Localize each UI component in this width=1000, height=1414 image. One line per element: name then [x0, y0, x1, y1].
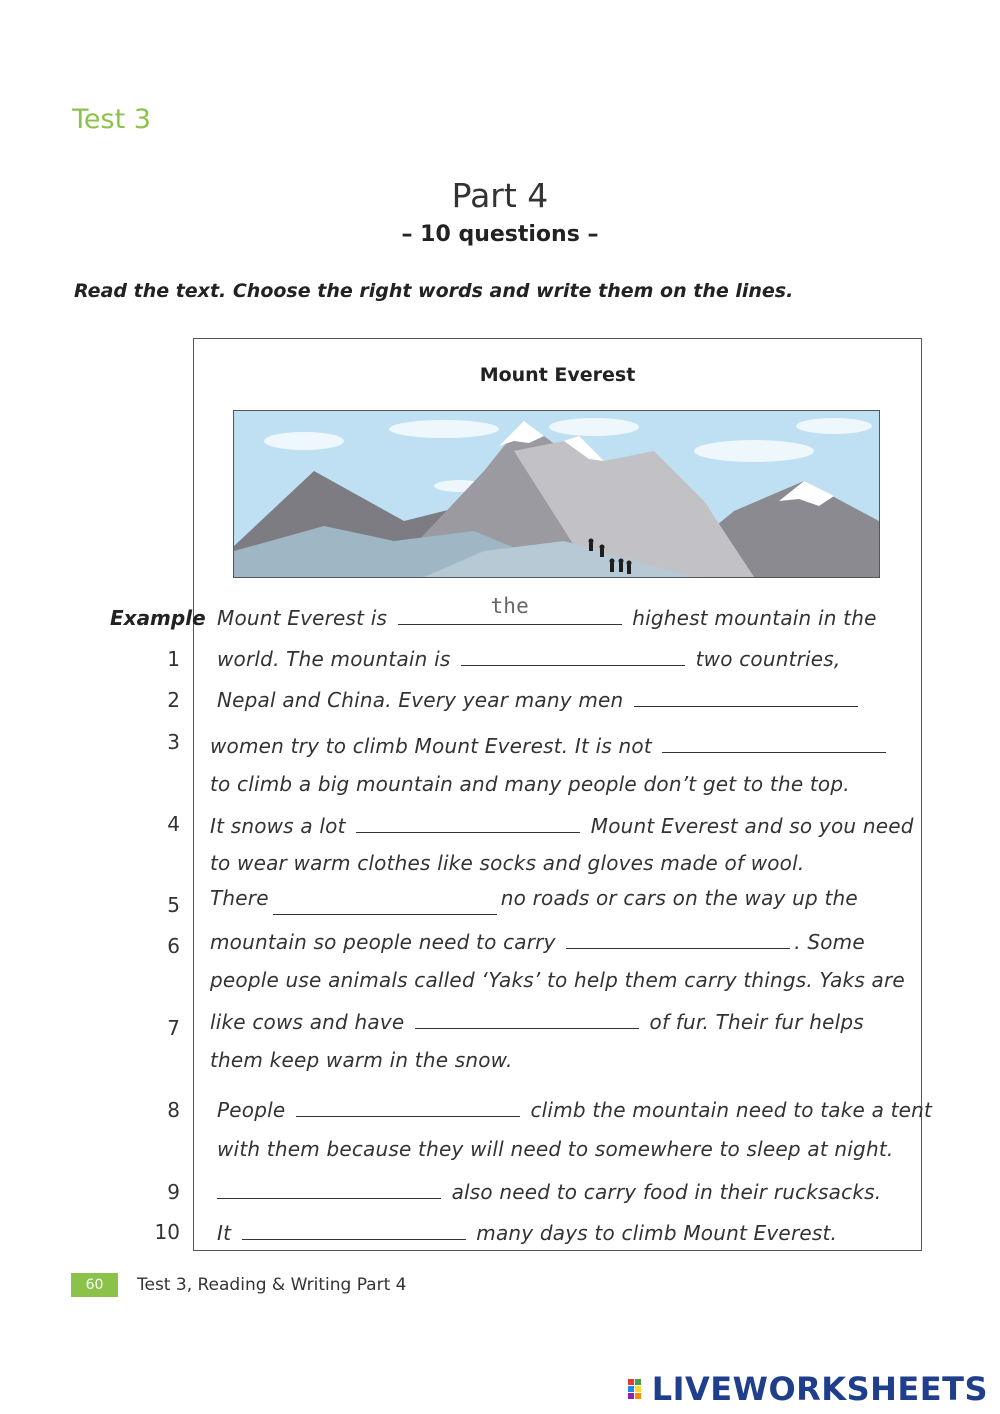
example-answer: the	[490, 594, 529, 618]
question-line-7: like cows and have of fur. Their fur helps	[210, 1010, 864, 1034]
answer-field-3[interactable]	[662, 732, 886, 753]
answer-field-9[interactable]	[217, 1178, 441, 1199]
text-line-6-cont: people use animals called ‘Yaks’ to help them carry things. Yaks are	[210, 968, 905, 992]
answer-field-8[interactable]	[296, 1096, 520, 1117]
part-title: Part 4	[451, 176, 549, 215]
question-number-4: 4	[167, 812, 180, 836]
question-number-9: 9	[167, 1180, 180, 1204]
answer-field-5[interactable]	[273, 894, 497, 915]
text-line-4-cont: to wear warm clothes like socks and gloves made of wool.	[210, 851, 805, 875]
question-line-5: There no roads or cars on the way up the	[210, 884, 858, 910]
text-line-7-cont: them keep warm in the snow.	[210, 1048, 513, 1072]
question-line-3: women try to climb Mount Everest. It is not	[210, 732, 890, 758]
question-line-9: also need to carry food in their rucksacks.	[213, 1178, 881, 1204]
answer-field-7[interactable]	[415, 1008, 639, 1029]
answer-field-4[interactable]	[356, 812, 580, 833]
answer-field-2[interactable]	[634, 686, 858, 707]
question-number-3: 3	[167, 730, 180, 754]
question-line-10: It many days to climb Mount Everest.	[217, 1221, 838, 1245]
question-number-2: 2	[167, 688, 180, 712]
answer-field-10[interactable]	[242, 1219, 466, 1240]
question-number-8: 8	[167, 1098, 180, 1122]
question-number-7: 7	[167, 1016, 180, 1040]
brand-logo	[628, 1370, 988, 1408]
question-number-1: 1	[167, 647, 180, 671]
text-line-8-cont: with them because they will need to somewhere to sleep at night.	[217, 1137, 894, 1161]
example-answer-field	[398, 594, 622, 625]
example-label: Example	[110, 606, 206, 630]
question-line-2: Nepal and China. Every year many men	[217, 686, 862, 712]
question-number-5: 5	[167, 893, 180, 917]
answer-field-6[interactable]	[566, 928, 790, 949]
question-line-4: It snows a lot Mount Everest and so you need	[210, 814, 914, 838]
part-subtitle: – 10 questions –	[401, 222, 599, 247]
example-line: Mount Everest is the highest mountain in the	[217, 594, 877, 630]
page-number: 60	[71, 1273, 118, 1297]
question-line-1: world. The mountain is two countries,	[217, 647, 841, 671]
question-line-8: People climb the mountain need to take a tent	[217, 1098, 933, 1122]
brand-icon	[628, 1379, 648, 1403]
question-number-10: 10	[154, 1220, 180, 1244]
question-number-6: 6	[167, 934, 180, 958]
brand-name: LIVEWORKSHEETS	[651, 1370, 988, 1408]
footer-caption: Test 3, Reading & Writing Part 4	[137, 1275, 407, 1295]
text-title: Mount Everest	[479, 364, 636, 386]
test-label: Test 3	[72, 104, 151, 135]
text-line-3-cont: to climb a big mountain and many people don’t get to the top.	[210, 772, 850, 796]
question-line-6: mountain so people need to carry . Some	[210, 930, 865, 954]
answer-field-1[interactable]	[461, 645, 685, 666]
instruction: Read the text. Choose the right words and write them on the lines.	[74, 280, 794, 302]
mountain-illustration	[233, 410, 880, 578]
